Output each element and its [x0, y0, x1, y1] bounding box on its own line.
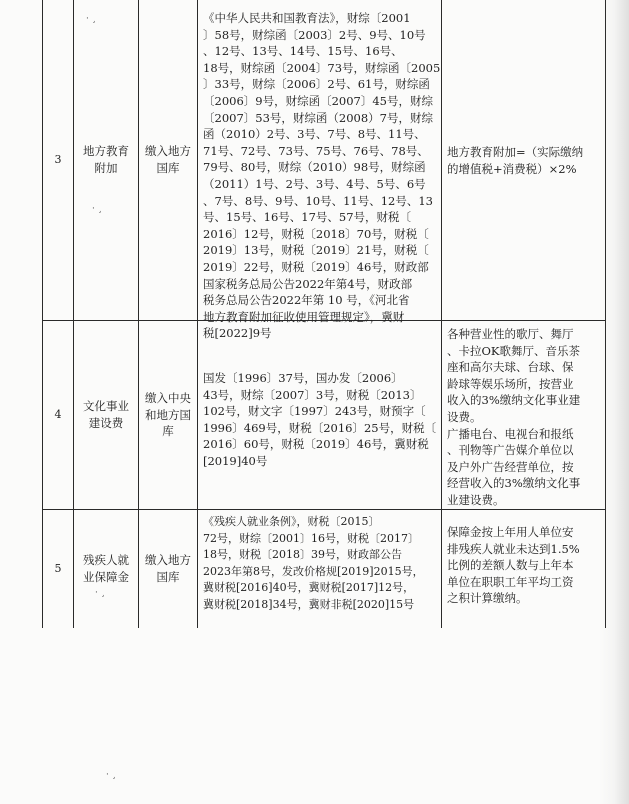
- basis-line: 2016〕60号，财税〔2019〕46号，冀财税: [203, 437, 429, 452]
- fee-name: [74, 510, 138, 628]
- scan-speck: · ¸: [86, 14, 97, 24]
- basis-line: 国发〔1996〕37号，国办发〔2006〕: [203, 371, 403, 385]
- policy-basis: [203, 514, 439, 614]
- standard-line: 广播电台、电视台和报纸: [447, 426, 574, 441]
- standard-line: 的增值税+消费税）×2%: [447, 161, 577, 176]
- treasury-line: 和地方国: [145, 407, 191, 422]
- row-number: 3: [54, 152, 62, 166]
- treasury-line: 国库: [156, 161, 180, 175]
- treasury-line: 缴入地方: [145, 553, 191, 568]
- fee-name-line: 建设费: [88, 416, 124, 430]
- levy-standard: [447, 144, 603, 177]
- basis-line: 国家税务总局公告2022年第4号，财政部: [203, 276, 413, 291]
- levy-standard: [447, 326, 603, 509]
- basis-line: 冀财税[2018]34号，冀财非税[2020]15号: [203, 597, 415, 611]
- standard-line: 座和高尔夫球、台球、保: [447, 360, 574, 375]
- standard-line: 地方教育附加=（实际缴纳: [447, 145, 584, 159]
- standard-line: 各种营业性的歌厅、舞厅: [447, 327, 574, 341]
- grid-line: [441, 0, 442, 628]
- standard-line: 龄球等娱乐场所，按营业: [447, 376, 574, 391]
- fee-name-line: 业保障金: [83, 570, 129, 584]
- treasury-destination: [139, 321, 197, 509]
- basis-line: 〔2006〕9号，财综函〔2007〕45号，财综: [203, 93, 433, 108]
- fee-name-line: 残疾人就: [83, 553, 129, 568]
- scan-speck: · ¸: [95, 588, 106, 598]
- fee-name: [74, 321, 138, 509]
- basis-line: 〔2007〕53号，财综函（2008）7号，财综: [203, 110, 433, 125]
- basis-line: 79号、80号，财综（2010）98号，财综函: [203, 160, 426, 175]
- treasury-line: 库: [162, 424, 174, 439]
- basis-line: 72号，财综〔2001〕16号，财税〔2017〕: [203, 531, 419, 545]
- basis-line: 2016〕12号，财税〔2018〕70号，财税〔: [203, 226, 429, 241]
- fee-name-line: 附加: [94, 161, 118, 175]
- scan-speck: · ¸: [106, 770, 117, 780]
- basis-line: 〕33号，财综〔2006〕2号、61号，财综函: [203, 77, 430, 92]
- standard-line: 业建设费。: [447, 492, 505, 507]
- standard-line: 之积计算缴纳。: [447, 591, 528, 606]
- basis-line: 《中华人民共和国教育法》，财综〔2001: [203, 11, 411, 25]
- basis-line: 43号，财综〔2007〕3号，财税〔2013〕: [203, 387, 422, 402]
- standard-line: 及户外广告经营单位，按: [447, 459, 574, 474]
- standard-line: 设费。: [447, 409, 482, 424]
- scan-speck: · ¸: [92, 204, 103, 214]
- treasury-destination: [139, 510, 197, 628]
- standard-line: 、刊物等广告媒介单位以: [447, 443, 574, 458]
- standard-line: 比例的差额人数与上年本: [447, 558, 574, 573]
- row-number: 5: [54, 561, 62, 575]
- basis-line: 〕58号，财综函〔2003〕2号、9号、10号: [203, 27, 426, 42]
- treasury-line: 缴入中央: [145, 391, 191, 406]
- basis-line: 税[2022]9号: [203, 326, 272, 341]
- row-number: 4: [54, 407, 62, 421]
- scan-shadow-edge: [599, 0, 629, 804]
- fee-name-line: 文化事业: [83, 399, 129, 414]
- standard-line: 经营收入的3%缴纳文化事: [447, 476, 581, 491]
- treasury-line: 缴入地方: [145, 144, 191, 159]
- basis-line: 税务总局公告2022年第 10 号，《河北省: [203, 293, 410, 308]
- basis-line: 冀财税[2016]40号，冀财税[2017]12号，: [203, 581, 415, 595]
- basis-line: 、12号、13号、14号、15号、16号、: [203, 44, 403, 59]
- standard-line: 排残疾人就业未达到1.5%: [447, 541, 580, 556]
- standard-line: 单位在职职工年平均工资: [447, 574, 574, 589]
- basis-line: （2011）1号、2号、3号、4号、5号、6号: [203, 176, 426, 191]
- standard-line: 、卡拉OK歌舞厅、音乐茶: [447, 343, 581, 358]
- basis-line: 2019〕22号，财税〔2019〕46号，财政部: [203, 259, 429, 274]
- basis-line: 102号，财文字〔1997〕243号，财预字〔: [203, 404, 426, 419]
- fee-name: [74, 0, 138, 320]
- basis-line: 2023年第8号，发改价格规[2019]2015号，: [203, 564, 424, 578]
- basis-line: 18号，财综函〔2004〕73号，财综函〔2005: [203, 60, 441, 75]
- basis-line: 号、15号、16号、17号、57号，财税〔: [203, 210, 412, 225]
- levy-standard: [447, 524, 603, 607]
- treasury-line: 国库: [156, 570, 180, 584]
- policy-basis: [203, 370, 439, 470]
- policy-basis: [203, 10, 439, 342]
- fee-name-line: 地方教育: [83, 144, 129, 159]
- basis-line: 2019〕13号，财税〔2019〕21号，财税〔: [203, 243, 429, 258]
- standard-line: 保障金按上年用人单位安: [447, 525, 574, 539]
- basis-line: 函（2010）2号、3号、7号、8号、11号、: [203, 127, 426, 142]
- standard-line: 收入的3%缴纳文化事业建: [447, 393, 581, 408]
- basis-line: [2019]40号: [203, 453, 268, 468]
- basis-line: 1996〕469号，财税〔2016〕25号，财税〔: [203, 420, 437, 435]
- basis-line: 71号、72号、73号、75号、76号、78号、: [203, 143, 429, 158]
- basis-line: 18号，财税〔2018〕39号，财政部公告: [203, 548, 402, 562]
- basis-line: 、7号、8号、9号、10号、11号、12号、13: [203, 193, 433, 208]
- treasury-destination: [139, 0, 197, 320]
- grid-line: [197, 0, 198, 628]
- basis-line: 地方教育附加征收使用管理规定》，冀财: [203, 309, 405, 324]
- basis-line: 《残疾人就业条例》，财税〔2015〕: [203, 515, 380, 528]
